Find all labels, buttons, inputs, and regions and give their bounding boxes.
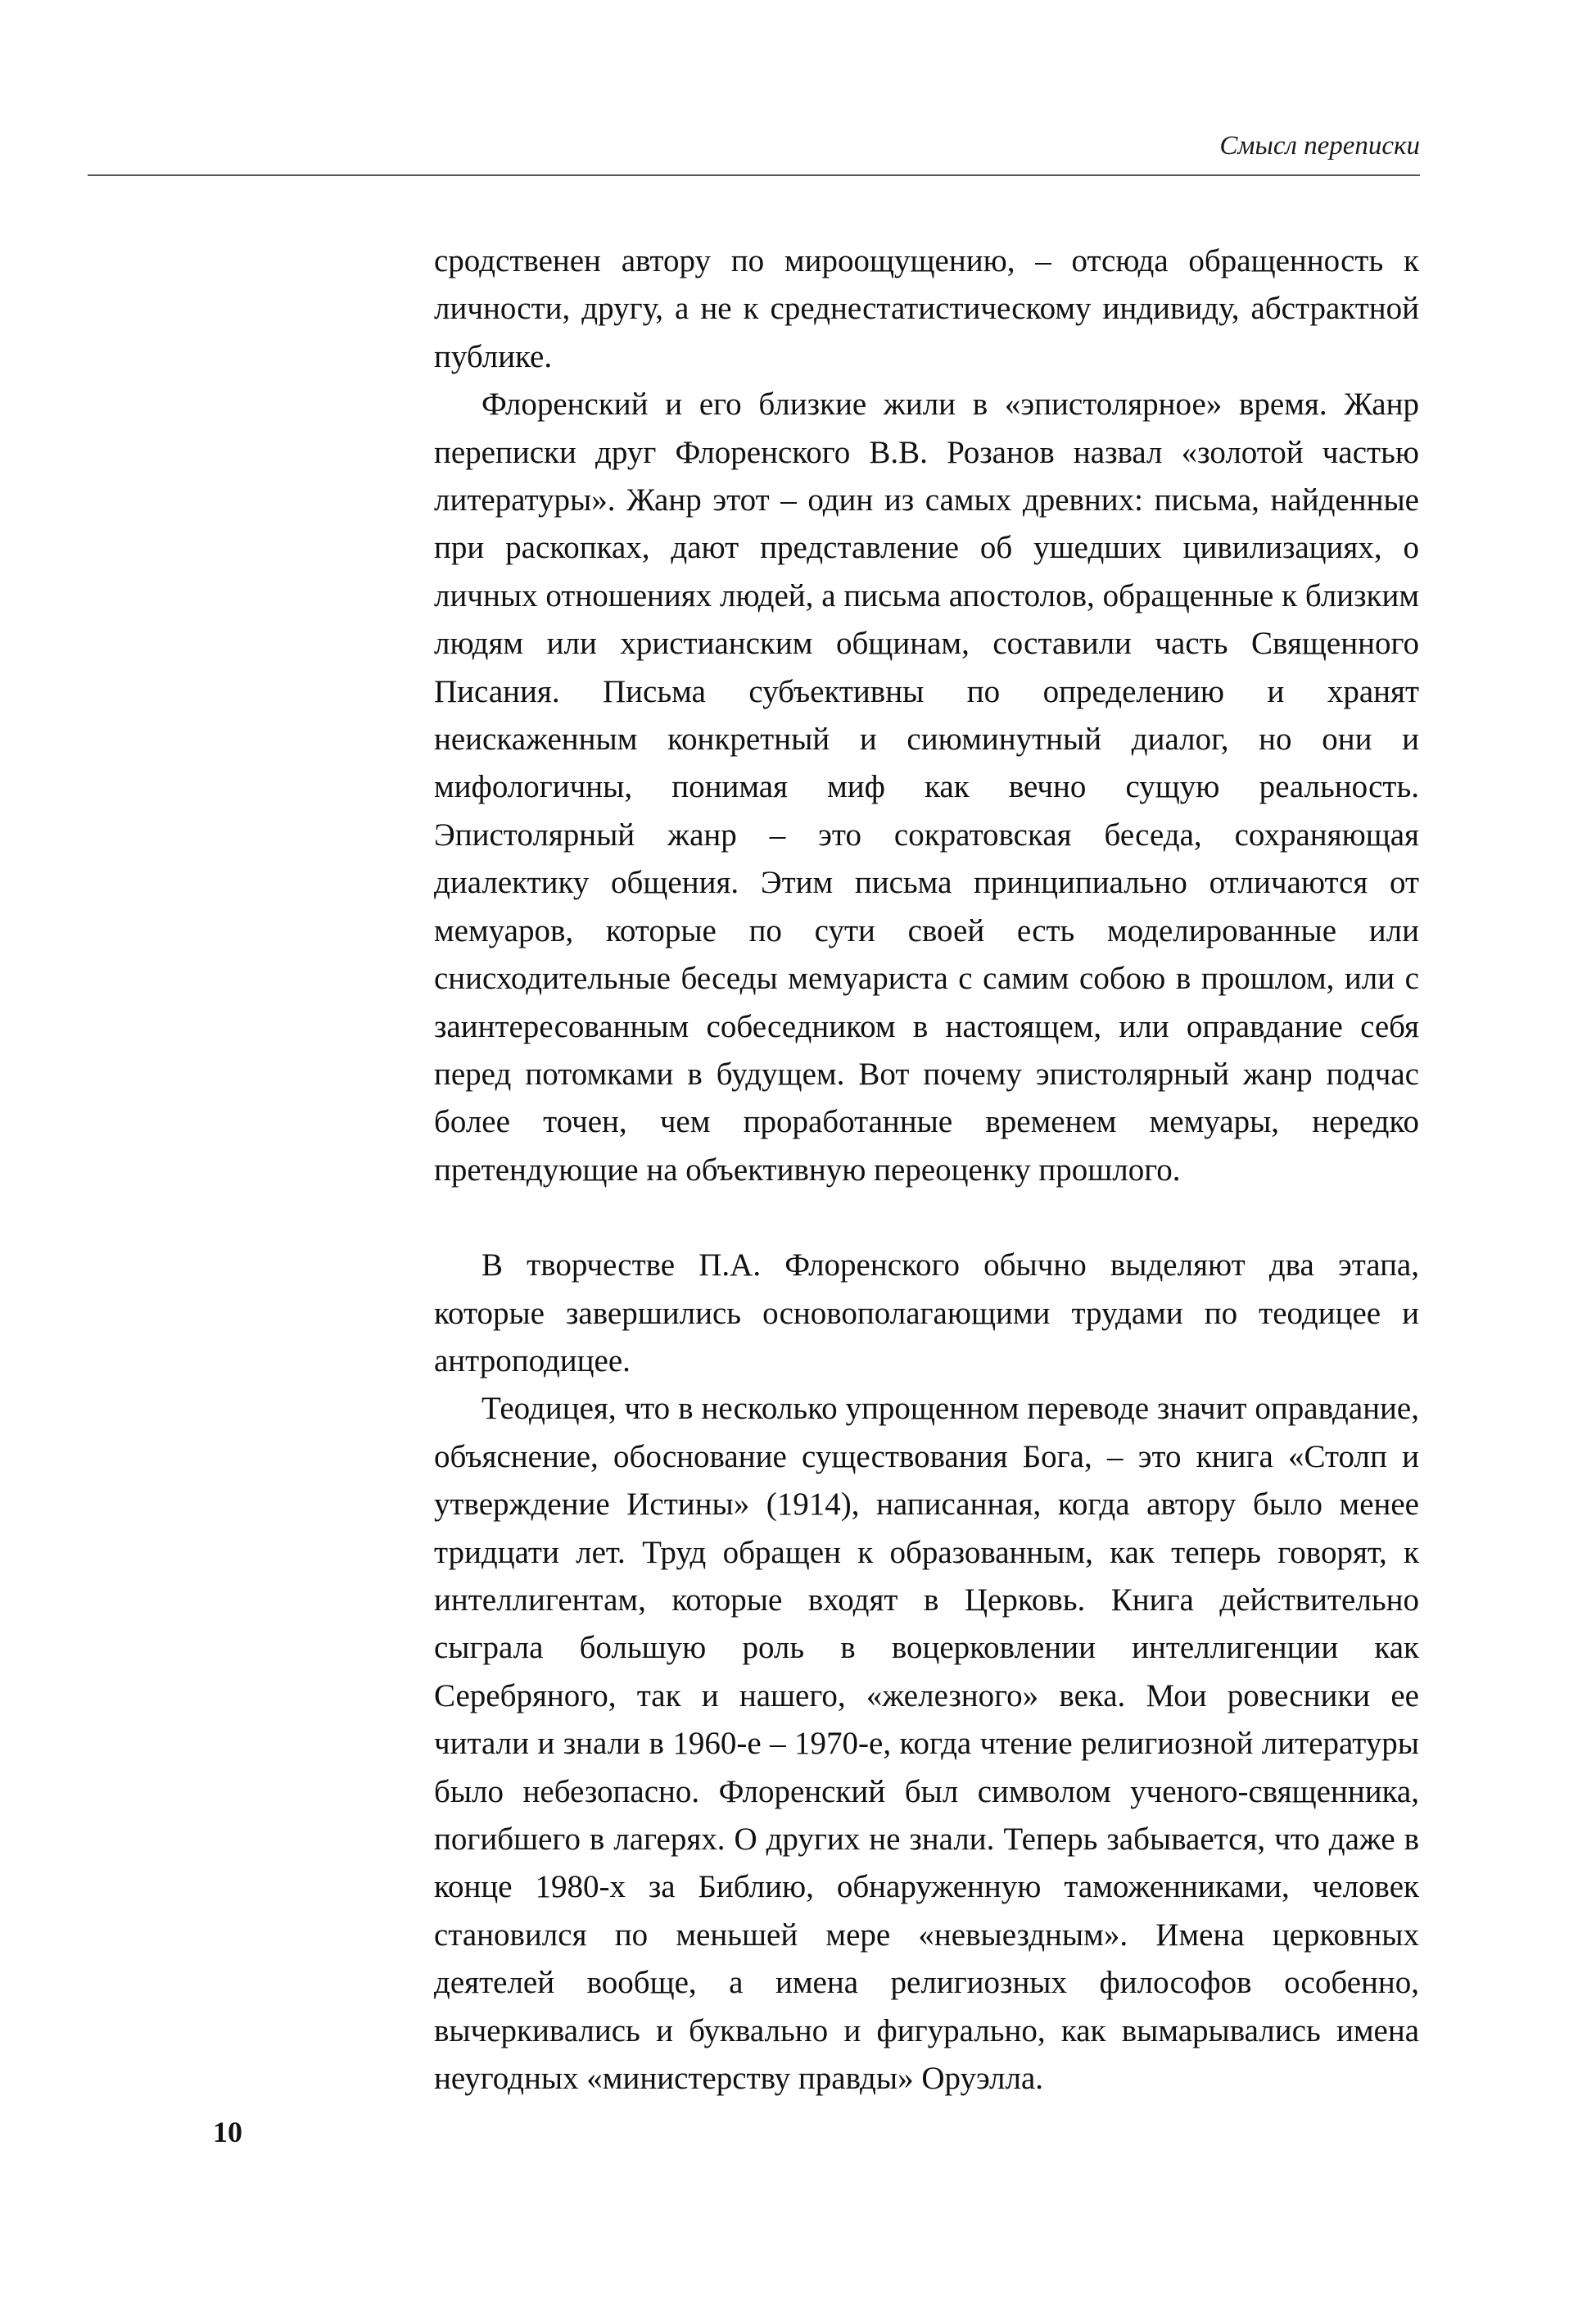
running-header: Смысл переписки: [1219, 131, 1420, 161]
page-number: 10: [213, 2116, 242, 2148]
body-text: [434, 238, 1419, 2102]
paragraph: Флоренский и его близкие жили в «эпистолярное» время. Жанр переписки друг Флоренского В.В. Розанов назвал «золотой частью литературы». Жанр этот – один из самых древних: письма, найденные при раскопках, дают представление об ушедших цивилизациях, о личных отношениях людей, а письма апостолов, обращенные к близким людям или христианским общинам, составили часть Священного Писания. Письма субъективны по определению и хранят неискаженным конкретный и сиюминутный диалог, но они и мифологичны, понимая миф как вечно сущую реальность. Эпистолярный жанр – это сократовская беседа, сохраняющая диалектику общения. Этим письма принципиально отличаются от мемуаров, которые по сути своей есть моделированные или снисходительные беседы мемуариста с самим собою в прошлом, или с заинтересованным собеседником в настоящем, или оправдание себя перед потомками в будущем. Вот почему эпистолярный жанр подчас более точен, чем проработанные временем мемуары, нередко претендующие на объективную переоценку прошлого.: [434, 387, 1419, 1188]
paragraph: сродственен автору по мироощущению, – отсюда обращенность к личности, другу, а не к среднестатистическому индивиду, абстрактной публике.: [434, 243, 1419, 374]
paragraph: Теодицея, что в несколько упрощенном переводе значит оправдание, объяснение, обоснование существования Бога, – это книга «Столп и утверждение Истины» (1914), написанная, когда автору было менее тридцати лет. Труд обращен к образованным, как теперь говорят, к интеллигентам, которые входят в Церковь. Книга действительно сыграла большую роль в воцерковлении интеллигенции как Серебряного, так и нашего, «железного» века. Мои ровесники ее читали и знали в 1960-е – 1970-е, когда чтение религиозной литературы было небезопасно. Флоренский был символом ученого-священника, погибшего в лагерях. О других не знали. Теперь забывается, что даже в конце 1980-х за Библию, обнаруженную таможенниками, человек становился по меньшей мере «невыездным». Имена церковных деятелей вообще, а имена религиозных философов особенно, вычеркивались и буквально и фигурально, как вымарывались имена неугодных «министерству правды» Оруэлла.: [434, 1391, 1419, 2097]
header-rule: [88, 174, 1420, 176]
paragraph: В творчестве П.А. Флоренского обычно выделяют два этапа, которые завершились основополагающими трудами по теодицее и антроподицее.: [434, 1247, 1419, 1378]
section-break: [434, 1194, 1419, 1242]
